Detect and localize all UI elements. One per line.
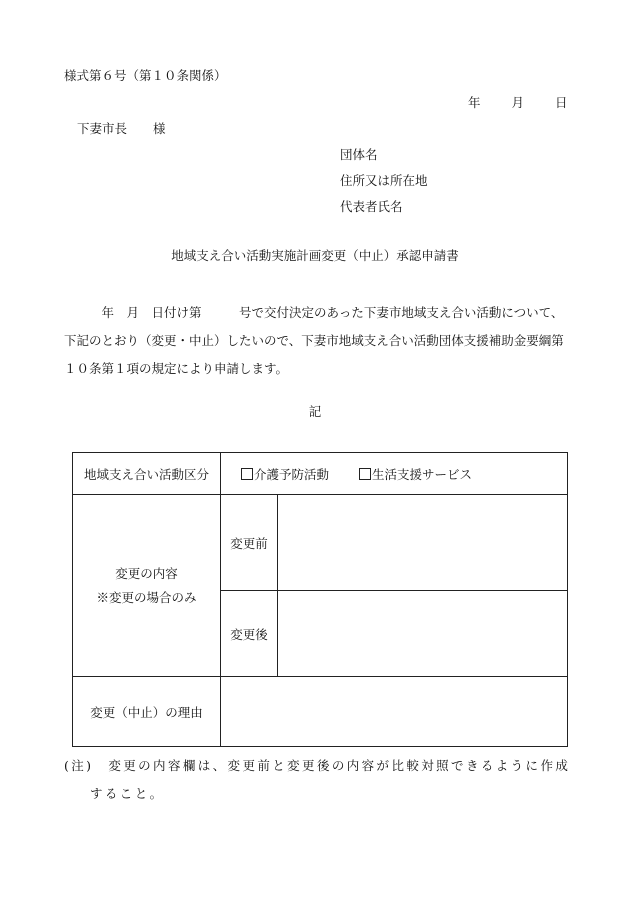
addressee bbox=[77, 123, 166, 136]
body-line-3: １０条第１項の規定により申請します。 bbox=[64, 361, 289, 376]
checkbox-icon[interactable] bbox=[359, 468, 371, 480]
addressee-suffix: 様 bbox=[153, 121, 166, 136]
option-care-prevention-label: 介護予防活動 bbox=[254, 466, 330, 482]
after-label: 変更後 bbox=[221, 591, 278, 677]
form-number: 様式第６号（第１０条関係） bbox=[64, 68, 227, 83]
category-options bbox=[221, 453, 568, 495]
date-month-label: 月 bbox=[511, 95, 525, 110]
body-line-1: 年 月 日付け第 号で交付決定のあった下妻市地域支え合い活動について、 bbox=[64, 305, 564, 320]
change-content-label-note: ※変更の場合のみ bbox=[96, 589, 197, 605]
footnote-line-2: すること。 bbox=[90, 786, 165, 801]
option-care-prevention[interactable] bbox=[241, 467, 329, 482]
category-label: 地域支え合い活動区分 bbox=[73, 453, 221, 495]
representative-label: 代表者氏名 bbox=[340, 199, 403, 214]
option-life-support-label: 生活支援サービス bbox=[372, 466, 473, 482]
reason-field[interactable] bbox=[221, 677, 568, 747]
footnote-line-1: (注) 変更の内容欄は、変更前と変更後の内容が比較対照できるように作成 bbox=[64, 758, 571, 773]
group-name-label: 団体名 bbox=[340, 147, 378, 162]
checkbox-icon[interactable] bbox=[241, 468, 253, 480]
before-label: 変更前 bbox=[221, 495, 278, 591]
change-content-label-main: 変更の内容 bbox=[115, 565, 178, 581]
reason-row bbox=[73, 677, 568, 747]
change-content-label bbox=[73, 495, 221, 677]
category-row bbox=[73, 453, 568, 495]
document-title: 地域支え合い活動実施計画変更（中止）承認申請書 bbox=[171, 248, 459, 263]
option-life-support[interactable] bbox=[359, 467, 472, 482]
after-content-field[interactable] bbox=[278, 591, 568, 677]
ki-heading: 記 bbox=[308, 404, 322, 419]
reason-label: 変更（中止）の理由 bbox=[73, 677, 221, 747]
date-day-label: 日 bbox=[555, 95, 568, 110]
application-date bbox=[468, 97, 568, 110]
footnote bbox=[64, 752, 584, 808]
date-year-label: 年 bbox=[468, 95, 481, 110]
change-before-row bbox=[73, 495, 568, 591]
before-content-field[interactable] bbox=[278, 495, 568, 591]
application-table bbox=[72, 452, 568, 747]
body-line-2: 下記のとおり（変更・中止）したいので、下妻市地域支え合い活動団体支援補助金要綱第 bbox=[64, 333, 564, 348]
request-body bbox=[64, 299, 584, 383]
address-label: 住所又は所在地 bbox=[340, 173, 428, 188]
addressee-name: 下妻市長 bbox=[77, 121, 128, 136]
